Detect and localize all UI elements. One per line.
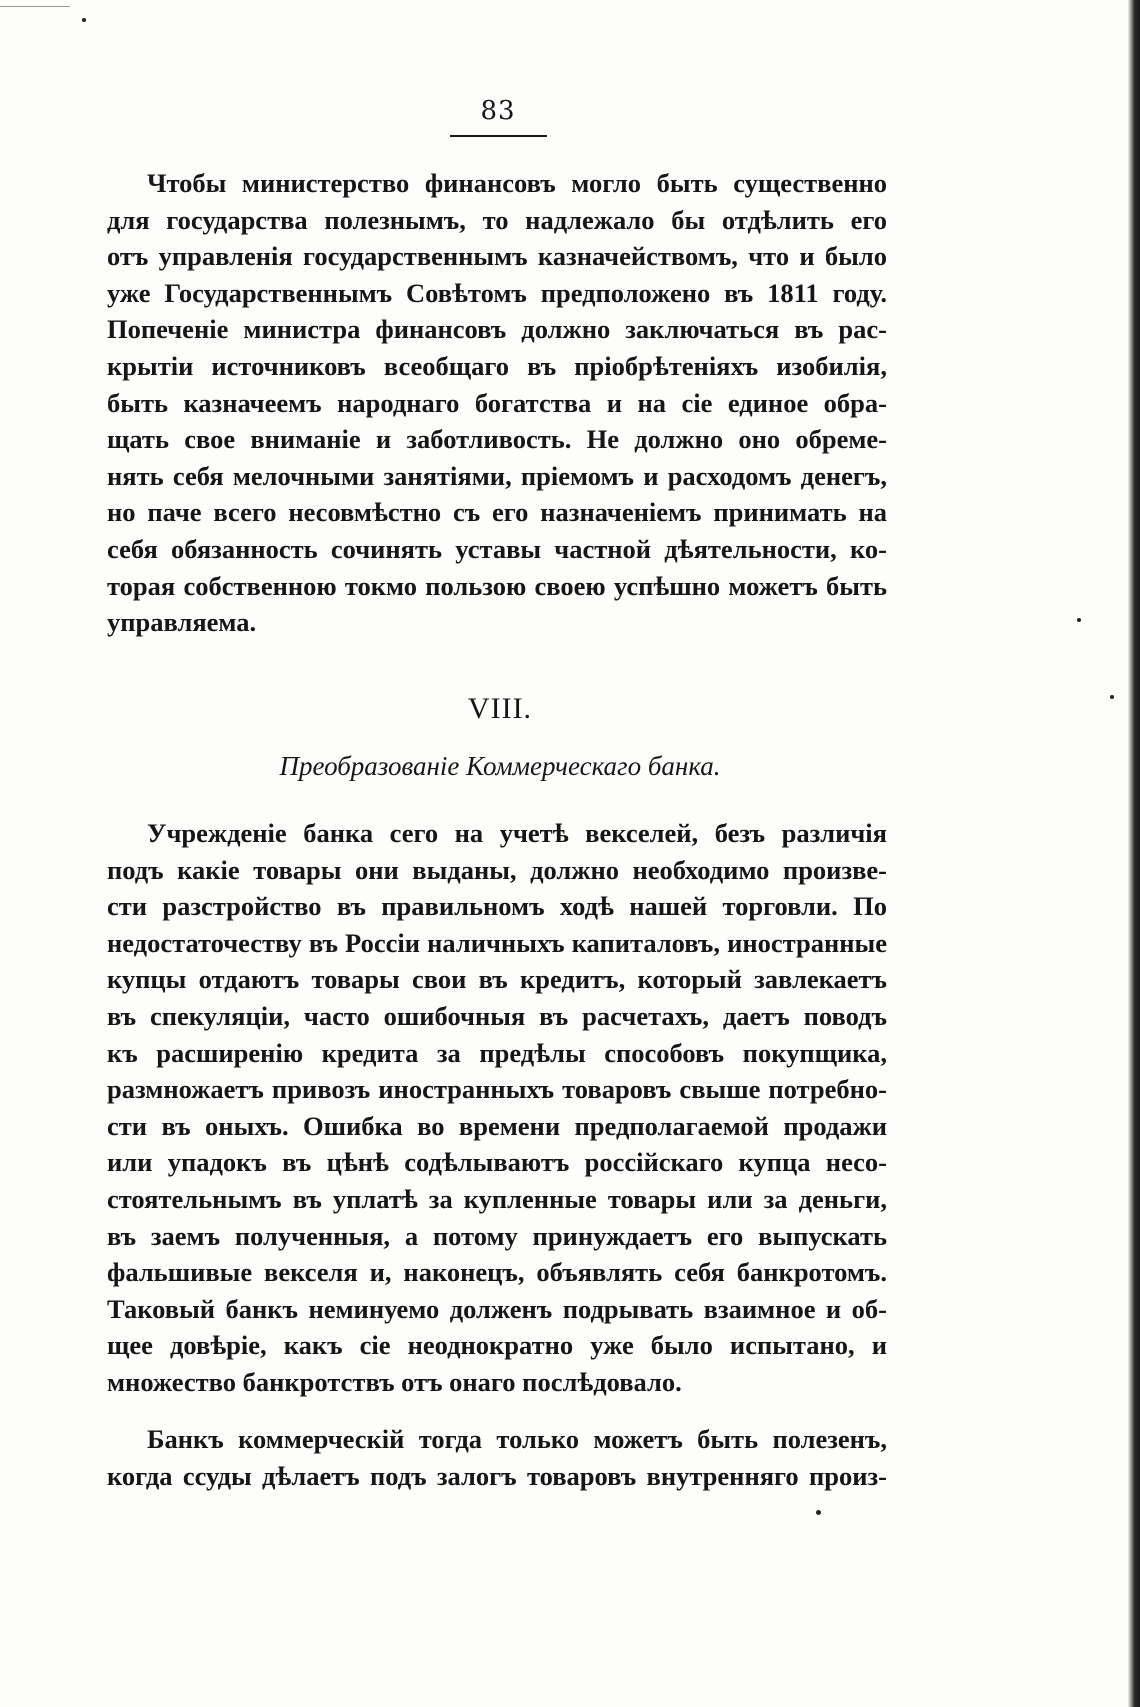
text-line: сти разстройство въ правильномъ ходѣ нашей торговли. По: [107, 891, 887, 922]
text-line: управляема.: [107, 607, 257, 638]
text-line: размножаетъ привозъ иностранныхъ товаровъ свыше потребно-: [107, 1074, 887, 1105]
text-line: Попеченіе министра финансовъ должно заключаться въ рас-: [107, 314, 887, 345]
text-line: для государства полезнымъ, то надлежало бы отдѣлить его: [107, 204, 887, 235]
text-line: себя обязанность сочинять уставы частной дѣятельности, ко-: [107, 533, 887, 564]
text-line: Учрежденіе банка сего на учетѣ векселей, безъ различія: [147, 818, 887, 848]
scan-speck: [1077, 618, 1081, 622]
text-line: фальшивые векселя и, наконецъ, объявлять себя банкротомъ.: [107, 1257, 887, 1288]
paragraph-2: [107, 815, 887, 1401]
scan-speck: [816, 1510, 821, 1515]
text-line: къ расширенію кредита за предѣлы способовъ покупщика,: [107, 1037, 887, 1068]
text-line: Таковый банкъ неминуемо долженъ подрывать взаимное и об-: [107, 1293, 887, 1324]
text-line: уже Государственнымъ Совѣтомъ предположено въ 1811 году.: [107, 277, 887, 308]
text-line: торая собственною токмо пользою своею успѣшно можетъ быть: [107, 570, 887, 601]
scan-speck: [82, 18, 86, 22]
text-line: купцы отдаютъ товары свои въ кредитъ, который завлекаетъ: [107, 964, 887, 995]
section-numeral: VIII.: [467, 692, 533, 725]
page-number: 83: [480, 96, 516, 126]
text-line: нять себя мелочными занятіями, пріемомъ и расходомъ денегъ,: [107, 460, 887, 491]
text-line: но паче всего несовмѣстно съ его назначеніемъ принимать на: [107, 497, 887, 528]
text-line: щать свое вниманіе и заботливость. Не должно оно обреме-: [107, 424, 887, 455]
text-line: стоятельнымъ въ уплатѣ за купленные товары или за деньги,: [107, 1183, 887, 1214]
paragraph-1: [107, 165, 887, 641]
text-line: отъ управленія государственнымъ казначействомъ, что и было: [107, 241, 887, 272]
scan-speck: [1110, 695, 1114, 699]
text-line: или упадокъ въ цѣнѣ содѣлываютъ россійскаго купца несо-: [107, 1147, 887, 1178]
text-line: недостаточеству въ Россіи наличныхъ капиталовъ, иностранные: [107, 927, 887, 958]
text-line: крытіи источниковъ всеобщаго въ пріобрѣтеніяхъ изобилія,: [107, 350, 887, 381]
text-line: сти въ оныхъ. Ошибка во времени предполагаемой продажи: [107, 1110, 887, 1141]
section-title: Преобразованіе Коммерческаго банка.: [279, 751, 721, 781]
paragraph-3: [107, 1421, 887, 1494]
page-number-rule: [450, 135, 547, 137]
text-line: въ заемъ полученныя, а потому принуждаетъ его выпускать: [107, 1220, 887, 1251]
text-line: когда ссуды дѣлаетъ подъ залогъ товаровъ внутренняго произ-: [107, 1460, 887, 1491]
text-line: Банкъ коммерческій тогда только можетъ быть полезенъ,: [147, 1424, 887, 1454]
text-line: щее довѣріе, какъ сіе неоднократно уже было испытано, и: [107, 1330, 887, 1361]
scan-edge-top: [0, 6, 70, 7]
text-line: подъ какіе товары они выданы, должно необходимо произве-: [107, 854, 887, 885]
text-line: Чтобы министерство финансовъ могло быть существенно: [147, 168, 887, 198]
text-line: быть казначеемъ народнаго богатства и на сіе единое обра-: [107, 387, 887, 418]
text-line: въ спекуляціи, часто ошибочныя въ расчетахъ, даетъ поводъ: [107, 1000, 887, 1031]
text-line: множество банкротствъ отъ онаго послѣдовало.: [107, 1366, 682, 1397]
scan-edge-right: [1128, 0, 1140, 1707]
